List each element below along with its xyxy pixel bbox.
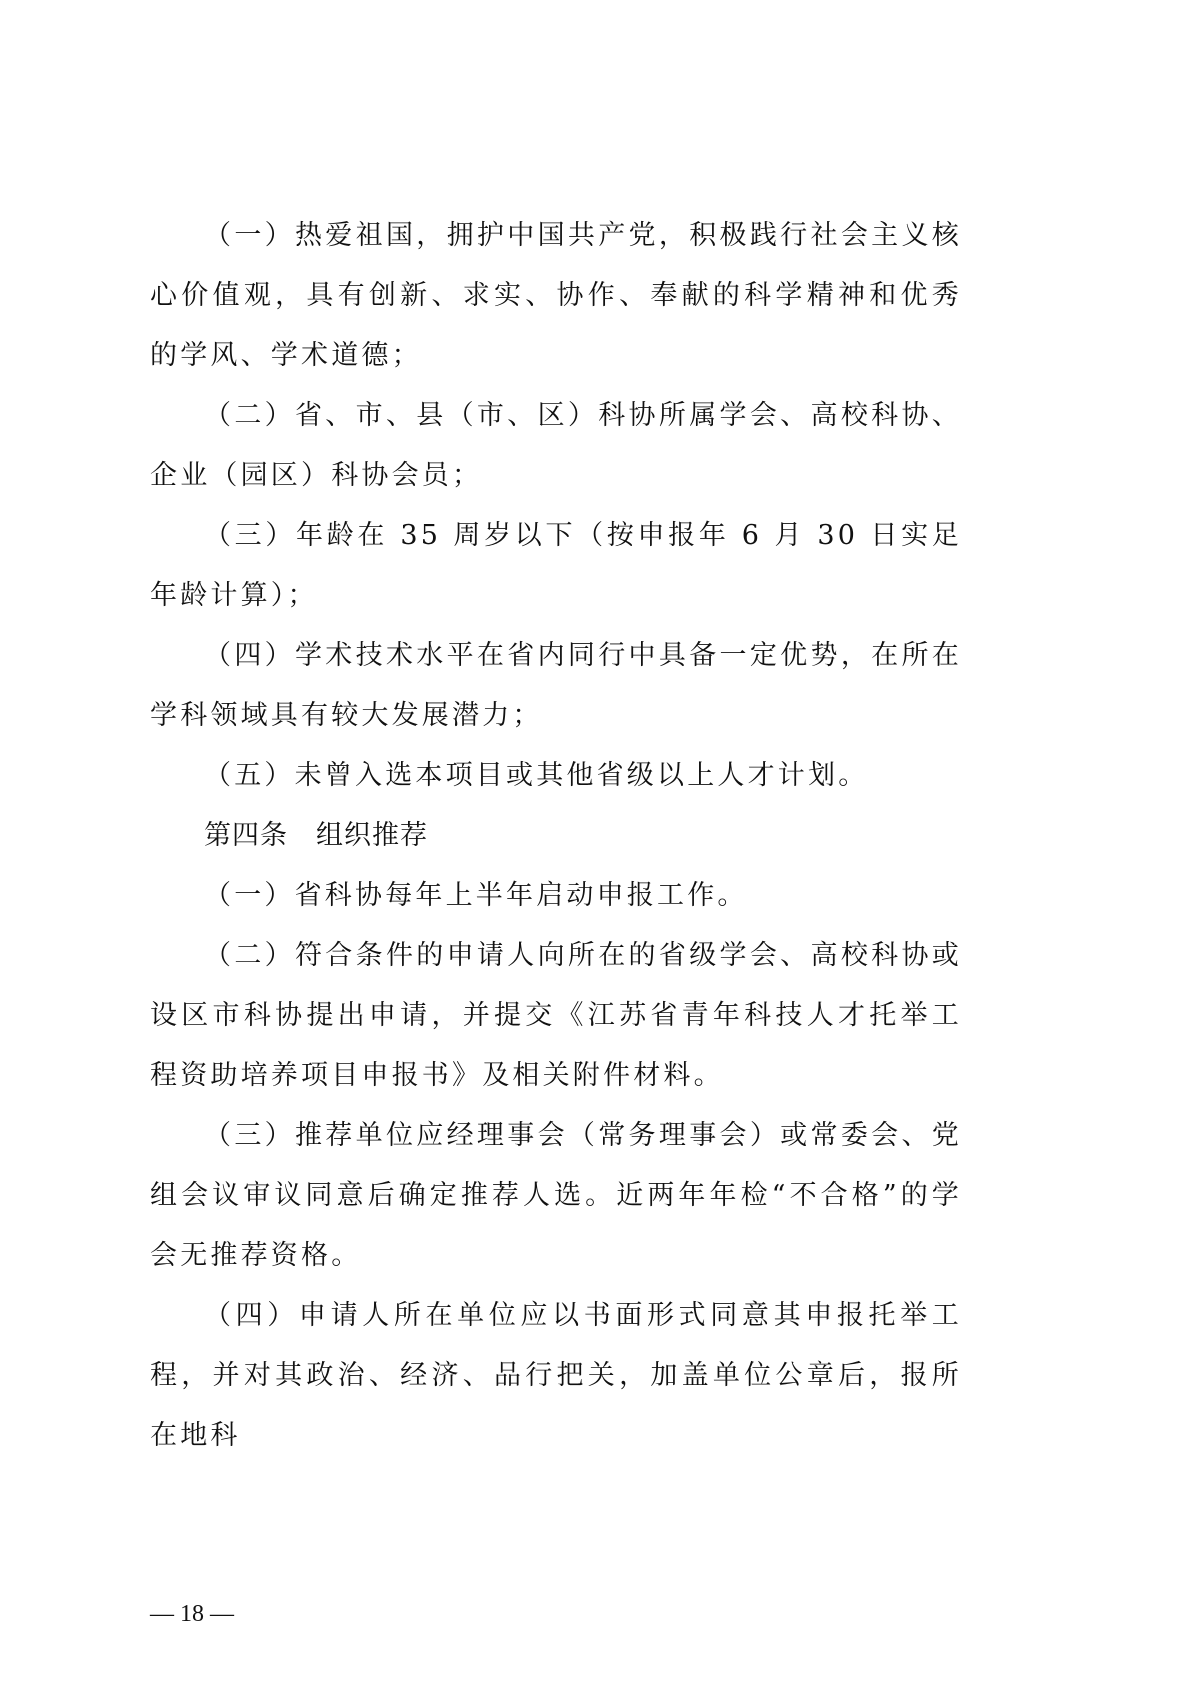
requirement-item-1: （一）热爱祖国，拥护中国共产党，积极践行社会主义核心价值观，具有创新、求实、协作、奉献的科学精神和优秀的学风、学术道德；	[150, 220, 962, 371]
procedure-item-4: （四）申请人所在单位应以书面形式同意其申报托举工程，并对其政治、经济、品行把关，加盖单位公章后，报所在地科	[150, 1300, 962, 1451]
section-heading	[150, 806, 962, 866]
requirement-item-2: （二）省、市、县（市、区）科协所属学会、高校科协、企业（园区）科协会员；	[150, 400, 962, 491]
document-body	[150, 206, 962, 1466]
section-number: 第四条	[204, 820, 288, 851]
section-title: 组织推荐	[316, 820, 428, 851]
requirement-item-4: （四）学术技术水平在省内同行中具备一定优势，在所在学科领域具有较大发展潜力；	[150, 640, 962, 731]
procedure-item-3: （三）推荐单位应经理事会（常务理事会）或常委会、党组会议审议同意后确定推荐人选。近两年年检“不合格”的学会无推荐资格。	[150, 1120, 962, 1271]
requirement-item-5: （五）未曾入选本项目或其他省级以上人才计划。	[204, 760, 869, 791]
procedure-item-1: （一）省科协每年上半年启动申报工作。	[204, 880, 748, 911]
page-number: — 18 —	[150, 1601, 234, 1627]
requirement-item-3: （三）年龄在 35 周岁以下（按申报年 6 月 30 日实足年龄计算）；	[150, 520, 962, 611]
procedure-item-2: （二）符合条件的申请人向所在的省级学会、高校科协或设区市科协提出申请，并提交《江苏省青年科技人才托举工程资助培养项目申报书》及相关附件材料。	[150, 940, 962, 1091]
